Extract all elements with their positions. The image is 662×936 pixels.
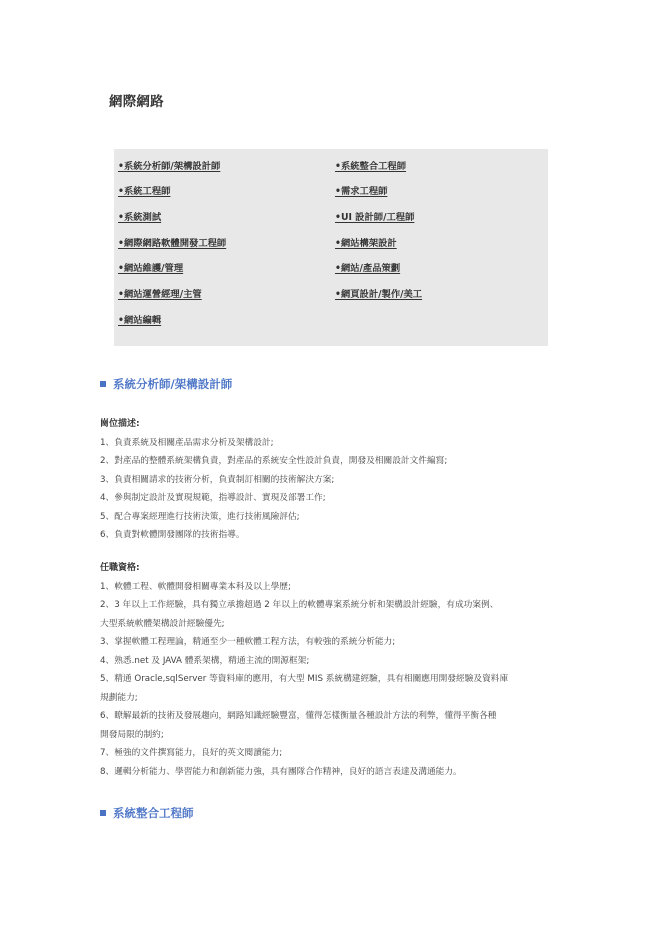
qualification-item: 1、軟體工程、軟體開發相關專業本科及以上學歷; <box>100 581 291 592</box>
qualification-item: 7、極強的文件撰寫能力，良好的英文閱讀能力; <box>100 748 283 758</box>
qualification-item: 8、邏輯分析能力、學習能力和創新能力強，具有團隊合作精神，良好的語言表達及溝通能力。 <box>100 766 462 777</box>
qualification-item: 大型系統軟體架構設計經驗優先; <box>100 618 225 629</box>
section-heading-text: 系統分析師/架構設計師 <box>113 377 233 391</box>
toc-link-system-integration-engineer[interactable]: •系統整合工程師 <box>335 161 407 172</box>
duty-item: 6、負責對軟體開發團隊的技術指導。 <box>100 530 245 540</box>
duty-item: 4、參與制定設計及實現規範，指導設計、實現及部署工作; <box>100 493 326 503</box>
toc-link-ui-designer[interactable]: •UI 設計師/工程師 <box>335 212 415 223</box>
toc-link-requirements-engineer[interactable]: •需求工程師 <box>335 186 388 197</box>
toc-link-website-product-planning[interactable]: •網站/產品策劃 <box>335 263 401 274</box>
qualifications-label: 任職資格: <box>100 563 140 573</box>
square-bullet-icon <box>100 810 106 816</box>
qualification-item: 2、3 年以上工作經驗，具有獨立承擔超過 2 年以上的軟體專案系統分析和架構設計經驗，有成功案例、 <box>100 600 499 610</box>
toc-link-internet-software-dev[interactable]: •網際網路軟體開發工程師 <box>118 238 227 249</box>
qualification-item: 開發局限的制約; <box>100 729 164 740</box>
square-bullet-icon <box>100 381 106 387</box>
section-heading-system-analyst <box>100 376 232 392</box>
toc-link-website-architecture[interactable]: •網站構架設計 <box>335 238 397 249</box>
table-of-contents <box>114 149 548 346</box>
qualification-item: 規劃能力; <box>100 692 138 703</box>
qualifications-block <box>100 559 560 781</box>
qualification-item: 5、精通 Oracle,sqlServer 等資料庫的應用，有大型 MIS 系統構建經驗，具有相關應用開發經驗及資料庫 <box>100 674 509 684</box>
qualification-item: 3、掌握軟體工程理論，精通至少一種軟體工程方法，有較強的系統分析能力; <box>100 637 396 647</box>
duty-item: 1、負責系統及相關產品需求分析及架構設計; <box>100 437 274 448</box>
toc-link-system-engineer[interactable]: •系統工程師 <box>118 186 171 197</box>
toc-link-web-design[interactable]: •網頁設計/製作/美工 <box>335 289 423 300</box>
toc-link-website-operations-manager[interactable]: •網站運營經理/主管 <box>118 289 202 300</box>
qualification-item: 6、瞭解最新的技術及發展趨向，網路知識經驗豐富，懂得怎樣衡量各種設計方法的利弊，懂得平衡各種 <box>100 711 497 721</box>
toc-link-website-maintenance[interactable]: •網站維護/管理 <box>118 263 184 274</box>
duties-label: 崗位描述: <box>100 419 140 429</box>
toc-link-system-testing[interactable]: •系統測試 <box>118 212 162 223</box>
duty-item: 3、負責相關請求的技術分析，負責制訂相關的技術解決方案; <box>100 474 335 485</box>
duty-item: 2、對產品的整體系統架構負責，對產品的系統安全性設計負責，開發及相關設計文件編寫; <box>100 456 448 466</box>
section-heading-system-integration <box>100 805 194 821</box>
toc-link-website-editor[interactable]: •網站編輯 <box>118 315 162 326</box>
toc-link-system-analyst[interactable]: •系統分析師/架構設計師 <box>118 161 221 172</box>
job-description-block <box>100 415 560 545</box>
page-title: 網際網路 <box>109 94 164 110</box>
duty-item: 5、配合專案經理進行技術決策，進行技術風險評估; <box>100 511 300 522</box>
section-heading-text: 系統整合工程師 <box>113 806 194 820</box>
qualification-item: 4、熟悉.net 及 JAVA 體系架構，精通主流的開源框架; <box>100 655 310 666</box>
